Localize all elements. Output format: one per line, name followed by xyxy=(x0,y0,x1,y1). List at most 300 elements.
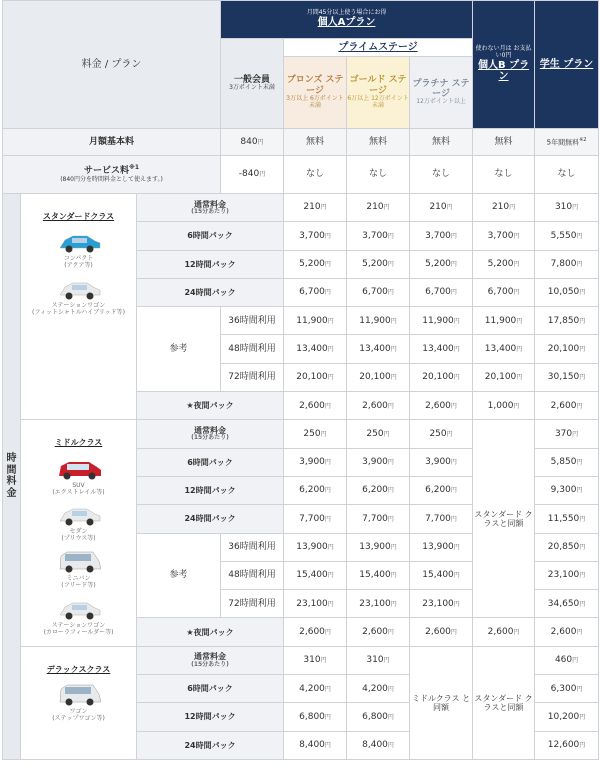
price-general xyxy=(284,533,347,561)
yen-unit: 円 xyxy=(324,515,331,523)
price-gold xyxy=(410,505,473,533)
price-value: 6,200 xyxy=(425,485,451,496)
table-row xyxy=(3,194,599,222)
service-fee-note: ※1 xyxy=(129,164,140,172)
price-value: 11,900 xyxy=(359,315,391,326)
student-plan-title[interactable]: 学生 プラン xyxy=(539,58,594,70)
table-row xyxy=(3,420,599,448)
yen-unit: 円 xyxy=(324,402,331,410)
price-gold xyxy=(410,363,473,391)
price-general xyxy=(284,646,347,674)
price-general xyxy=(284,335,347,363)
yen-unit: 円 xyxy=(387,459,394,467)
row-label: 6時間パック xyxy=(137,448,284,476)
yen-unit: 円 xyxy=(387,289,394,297)
yen-unit: 円 xyxy=(390,374,397,382)
yen-unit: 円 xyxy=(450,459,457,467)
car-type-label: ステーションワゴン xyxy=(51,302,106,310)
price-general xyxy=(284,392,347,420)
row-label: 通常料金 (15分あたり) xyxy=(137,646,284,674)
price-b-plan xyxy=(535,250,599,278)
yen-unit: 円 xyxy=(516,317,523,325)
row-label: 通常料金 (15分あたり) xyxy=(137,420,284,448)
price-value: 3,700 xyxy=(362,230,388,241)
price-value: 6,700 xyxy=(299,287,325,298)
yen-unit: 円 xyxy=(579,374,586,382)
price-gold xyxy=(410,590,473,618)
gold-label: ゴールド ステージ xyxy=(349,75,407,96)
price-value: 250 xyxy=(303,428,321,439)
price-gold xyxy=(410,194,473,222)
price-bronze xyxy=(347,646,410,674)
price-bronze xyxy=(347,250,410,278)
price-value: 5,200 xyxy=(425,259,451,270)
price-value: 5,200 xyxy=(299,259,325,270)
yen-unit: 円 xyxy=(513,289,520,297)
price-value: 17,850 xyxy=(547,315,580,326)
price-b-plan xyxy=(535,448,599,476)
price-value: 2,600 xyxy=(299,400,325,411)
yen-unit: 円 xyxy=(453,317,460,325)
yen-unit: 円 xyxy=(513,628,520,636)
car-example-label: (カローラフィールダー等) xyxy=(43,628,114,636)
price-b-plan xyxy=(535,618,599,646)
price-b-plan xyxy=(535,307,599,335)
row-label: 通常料金 (15分あたり) xyxy=(137,194,284,222)
platinum-header xyxy=(410,57,473,129)
yen-unit: 円 xyxy=(383,657,390,665)
price-value: 13,400 xyxy=(296,343,328,354)
yen-unit: 円 xyxy=(450,487,457,495)
price-b-plan xyxy=(535,278,599,306)
table-row xyxy=(3,646,599,674)
price-gold xyxy=(410,476,473,504)
price-value: 20,100 xyxy=(484,372,517,383)
yen-unit: 円 xyxy=(453,544,460,552)
price-value: 6,200 xyxy=(299,485,325,496)
yen-unit: 円 xyxy=(324,459,331,467)
price-platinum xyxy=(473,307,535,335)
pricing-table xyxy=(2,0,599,760)
price-value: 370 xyxy=(554,428,573,439)
yen-unit: 円 xyxy=(324,487,331,495)
yen-unit: 円 xyxy=(579,544,586,552)
yen-unit: 円 xyxy=(579,345,586,353)
yen-unit: 円 xyxy=(572,657,579,665)
b-plan-note: 使わない月は お支払い0円 xyxy=(475,45,532,59)
bronze-label: ブロンズ ステージ xyxy=(286,75,344,96)
price-value: 3,700 xyxy=(299,230,325,241)
yen-unit: 円 xyxy=(576,232,583,240)
price-value: 13,400 xyxy=(422,343,454,354)
price-platinum xyxy=(473,618,535,646)
yen-unit: 円 xyxy=(387,261,394,269)
deluxe-class-name: デラックスクラス xyxy=(46,664,111,674)
monthly-b-plan: 無料 xyxy=(473,129,535,156)
row-label: 36時間利用 xyxy=(221,533,284,561)
yen-unit: 円 xyxy=(576,459,583,467)
a-plan-title[interactable]: 個人Aプラン xyxy=(317,17,376,29)
fee-plan-header: 料金 / プラン xyxy=(3,1,221,129)
monthly-student-value: 5年間無料 xyxy=(546,138,580,147)
price-value: 6,700 xyxy=(362,287,388,298)
price-general xyxy=(284,675,347,703)
price-general xyxy=(284,250,347,278)
price-general xyxy=(284,222,347,250)
price-b-plan xyxy=(535,675,599,703)
yen-unit: 円 xyxy=(579,572,586,580)
price-general xyxy=(284,590,347,618)
price-general xyxy=(284,561,347,589)
price-value: 23,100 xyxy=(296,598,328,609)
price-value: 5,200 xyxy=(487,259,514,270)
price-value: 4,200 xyxy=(299,683,325,694)
general-member-label: 一般会員 xyxy=(234,74,271,85)
yen-unit: 円 xyxy=(387,713,394,721)
general-member-header xyxy=(221,39,284,129)
yen-unit: 円 xyxy=(450,628,457,636)
price-value: 12,600 xyxy=(547,740,580,751)
price-gold xyxy=(410,222,473,250)
price-gold xyxy=(410,561,473,589)
b-plan-title[interactable]: 個人B プラン xyxy=(477,59,530,83)
car-type-label: ワゴン xyxy=(69,707,88,715)
price-value: 210 xyxy=(366,202,384,213)
yen-unit: 円 xyxy=(387,742,394,750)
price-bronze xyxy=(347,731,410,759)
middle-class-cell xyxy=(21,420,137,646)
price-bronze xyxy=(347,533,410,561)
price-gold xyxy=(410,278,473,306)
service-general-value: -840 xyxy=(238,169,260,180)
price-platinum xyxy=(473,392,535,420)
yen-unit: 円 xyxy=(259,171,266,179)
price-value: 15,400 xyxy=(422,570,454,581)
row-label: 48時間利用 xyxy=(221,561,284,589)
prime-stage-header: プライムステージ xyxy=(284,39,473,57)
service-b-plan: なし xyxy=(473,156,535,194)
yen-unit: 円 xyxy=(450,515,457,523)
price-value: 15,400 xyxy=(296,570,328,581)
price-value: 20,850 xyxy=(547,542,580,553)
price-value: 20,100 xyxy=(359,372,391,383)
student-plan-header xyxy=(535,1,599,129)
yen-unit: 円 xyxy=(383,430,390,438)
price-value: 20,100 xyxy=(296,372,328,383)
price-general xyxy=(284,448,347,476)
price-value: 250 xyxy=(429,428,447,439)
yen-unit: 円 xyxy=(453,572,460,580)
car-icon xyxy=(21,547,136,575)
row-label: 72時間利用 xyxy=(221,363,284,391)
price-bronze xyxy=(347,703,410,731)
price-value: 6,800 xyxy=(362,711,388,722)
price-value: 460 xyxy=(554,655,573,666)
yen-unit: 円 xyxy=(383,204,390,212)
price-bronze xyxy=(347,505,410,533)
row-label: 24時間パック xyxy=(137,278,284,306)
price-value: 210 xyxy=(303,202,321,213)
price-b-plan xyxy=(535,222,599,250)
row-label: ★夜間パック xyxy=(137,392,284,420)
yen-unit: 円 xyxy=(390,544,397,552)
price-value: 2,600 xyxy=(299,626,325,637)
price-value: 3,900 xyxy=(425,457,451,468)
yen-unit: 円 xyxy=(579,289,586,297)
price-b-plan xyxy=(535,561,599,589)
price-value: 6,300 xyxy=(550,683,577,694)
b-plan-header xyxy=(473,1,535,129)
yen-unit: 円 xyxy=(387,487,394,495)
yen-unit: 円 xyxy=(327,544,334,552)
monthly-gold: 無料 xyxy=(347,129,410,156)
price-platinum xyxy=(473,250,535,278)
yen-unit: 円 xyxy=(320,204,327,212)
price-value: 250 xyxy=(366,428,384,439)
price-value: 2,600 xyxy=(487,626,514,637)
yen-unit: 円 xyxy=(324,261,331,269)
price-value: 13,900 xyxy=(359,542,391,553)
price-b-plan xyxy=(535,505,599,533)
price-value: 5,850 xyxy=(550,457,577,468)
price-value: 3,900 xyxy=(299,457,325,468)
price-value: 13,900 xyxy=(296,542,328,553)
price-value: 11,900 xyxy=(296,315,328,326)
price-value: 11,550 xyxy=(547,513,580,524)
service-bronze: なし xyxy=(284,156,347,194)
price-bronze xyxy=(347,590,410,618)
car-type-label: SUV xyxy=(72,481,85,489)
car-icon xyxy=(21,500,136,528)
row-label: ★夜間パック xyxy=(137,618,284,646)
price-gold xyxy=(410,250,473,278)
price-gold xyxy=(410,307,473,335)
price-value: 310 xyxy=(303,655,321,666)
platinum-shared-note: スタンダード クラスと同額 xyxy=(473,420,535,618)
price-value: 2,600 xyxy=(425,626,451,637)
standard-class-cell xyxy=(21,194,137,420)
car-icon xyxy=(21,454,136,482)
price-value: 7,700 xyxy=(425,513,451,524)
row-label-sub: (15分あたり) xyxy=(191,207,229,215)
price-bronze xyxy=(347,222,410,250)
price-value: 7,700 xyxy=(299,513,325,524)
price-gold xyxy=(410,533,473,561)
time-fee-sidebar: 時 間 料 金 xyxy=(3,194,21,760)
yen-unit: 円 xyxy=(513,232,520,240)
yen-unit: 円 xyxy=(576,487,583,495)
price-value: 8,400 xyxy=(362,740,388,751)
price-value: 2,600 xyxy=(550,626,577,637)
reference-label: 参考 xyxy=(137,307,221,392)
yen-unit: 円 xyxy=(453,600,460,608)
yen-unit: 円 xyxy=(446,204,453,212)
a-plan-note: 月間45分以上使う場合にお得 xyxy=(306,9,387,17)
car-example-label: (エクストレイル等) xyxy=(52,488,105,496)
yen-unit: 円 xyxy=(576,685,583,693)
price-platinum xyxy=(473,335,535,363)
price-general xyxy=(284,476,347,504)
price-b-plan xyxy=(535,590,599,618)
price-b-plan xyxy=(535,335,599,363)
price-value: 7,700 xyxy=(362,513,388,524)
yen-unit: 円 xyxy=(320,430,327,438)
yen-unit: 円 xyxy=(387,685,394,693)
price-value: 23,100 xyxy=(422,598,454,609)
price-value: 13,400 xyxy=(359,343,391,354)
price-bronze xyxy=(347,448,410,476)
yen-unit: 円 xyxy=(324,232,331,240)
car-example-label: (フィットシャトルハイブリッド等) xyxy=(31,308,125,316)
monthly-student xyxy=(535,129,599,156)
price-value: 13,400 xyxy=(484,343,517,354)
yen-unit: 円 xyxy=(324,628,331,636)
monthly-student-note: ※2 xyxy=(579,136,587,143)
yen-unit: 円 xyxy=(390,572,397,580)
deluxe-class-cell xyxy=(21,646,137,759)
row-label: 24時間パック xyxy=(137,731,284,759)
yen-unit: 円 xyxy=(572,430,579,438)
price-value: 1,000 xyxy=(487,400,514,411)
yen-unit: 円 xyxy=(327,374,334,382)
yen-unit: 円 xyxy=(453,374,460,382)
middle-class-name: ミドルクラス xyxy=(54,438,103,448)
price-gold xyxy=(410,448,473,476)
row-label: 12時間パック xyxy=(137,703,284,731)
gold-shared-note: ミドルクラス と同額 xyxy=(410,646,473,759)
car-type-label: セダン xyxy=(69,528,88,536)
service-student: なし xyxy=(535,156,599,194)
price-bronze xyxy=(347,476,410,504)
yen-unit: 円 xyxy=(390,317,397,325)
yen-unit: 円 xyxy=(450,402,457,410)
price-value: 210 xyxy=(429,202,447,213)
yen-unit: 円 xyxy=(387,402,394,410)
price-gold xyxy=(410,335,473,363)
price-bronze xyxy=(347,335,410,363)
price-value: 7,800 xyxy=(550,259,577,270)
price-general xyxy=(284,278,347,306)
price-value: 5,550 xyxy=(550,230,577,241)
price-value: 6,200 xyxy=(362,485,388,496)
price-value: 2,600 xyxy=(425,400,451,411)
price-value: 23,100 xyxy=(547,570,580,581)
yen-unit: 円 xyxy=(320,657,327,665)
row-label-sub: (15分あたり) xyxy=(191,660,229,668)
price-b-plan xyxy=(535,392,599,420)
row-label: 6時間パック xyxy=(137,222,284,250)
car-example-label: (ステップワゴン等) xyxy=(52,714,105,722)
price-bronze xyxy=(347,392,410,420)
price-platinum xyxy=(473,363,535,391)
row-label: 48時間利用 xyxy=(221,335,284,363)
yen-unit: 円 xyxy=(576,402,583,410)
price-value: 4,200 xyxy=(362,683,388,694)
price-value: 5,200 xyxy=(362,259,388,270)
price-value: 11,900 xyxy=(484,315,517,326)
price-value: 9,300 xyxy=(550,485,577,496)
price-b-plan xyxy=(535,731,599,759)
bronze-sub: 3万以上 6万ポイント未満 xyxy=(286,94,344,109)
price-bronze xyxy=(347,363,410,391)
yen-unit: 円 xyxy=(579,600,586,608)
price-general xyxy=(284,363,347,391)
price-b-plan xyxy=(535,703,599,731)
price-value: 2,600 xyxy=(362,626,388,637)
price-value: 310 xyxy=(366,655,384,666)
price-value: 2,600 xyxy=(362,400,388,411)
yen-unit: 円 xyxy=(324,289,331,297)
price-value: 210 xyxy=(491,202,510,213)
yen-unit: 円 xyxy=(513,261,520,269)
car-type-label: ミニバン xyxy=(66,575,91,583)
bronze-header xyxy=(284,57,347,129)
price-b-plan xyxy=(535,420,599,448)
row-label: 12時間パック xyxy=(137,250,284,278)
yen-unit: 円 xyxy=(450,289,457,297)
gold-sub: 6万以上 12万ポイント未満 xyxy=(347,94,409,109)
price-general xyxy=(284,420,347,448)
yen-unit: 円 xyxy=(516,345,523,353)
price-general xyxy=(284,703,347,731)
price-b-plan xyxy=(535,194,599,222)
price-value: 20,100 xyxy=(422,372,454,383)
price-bronze xyxy=(347,307,410,335)
price-b-plan xyxy=(535,476,599,504)
price-b-plan xyxy=(535,363,599,391)
service-fee-title: サービス料 xyxy=(84,166,130,177)
price-general xyxy=(284,731,347,759)
yen-unit: 円 xyxy=(387,628,394,636)
monthly-platinum: 無料 xyxy=(410,129,473,156)
yen-unit: 円 xyxy=(579,317,586,325)
price-value: 3,900 xyxy=(362,457,388,468)
reference-label: 参考 xyxy=(137,533,221,618)
price-general xyxy=(284,194,347,222)
price-value: 15,400 xyxy=(359,570,391,581)
yen-unit: 円 xyxy=(327,317,334,325)
price-general xyxy=(284,505,347,533)
yen-unit: 円 xyxy=(509,204,516,212)
row-label-sub: (15分あたり) xyxy=(191,434,229,442)
car-icon xyxy=(21,680,136,708)
price-value: 6,700 xyxy=(487,287,514,298)
price-bronze xyxy=(347,194,410,222)
yen-unit: 円 xyxy=(387,515,394,523)
price-value: 20,100 xyxy=(547,343,580,354)
price-bronze xyxy=(347,618,410,646)
yen-unit: 円 xyxy=(387,232,394,240)
yen-unit: 円 xyxy=(327,600,334,608)
yen-unit: 円 xyxy=(327,572,334,580)
price-value: 8,400 xyxy=(299,740,325,751)
price-value: 11,900 xyxy=(422,315,454,326)
car-type-label: ステーションワゴン xyxy=(51,622,106,630)
service-general xyxy=(221,156,284,194)
price-platinum xyxy=(473,278,535,306)
yen-unit: 円 xyxy=(516,374,523,382)
car-icon xyxy=(21,227,136,255)
platinum-sub: 12万ポイント以上 xyxy=(416,98,466,106)
price-gold xyxy=(410,618,473,646)
standard-class-name: スタンダードクラス xyxy=(42,212,115,221)
yen-unit: 円 xyxy=(576,261,583,269)
car-example-label: (アクア等) xyxy=(64,262,93,270)
yen-unit: 円 xyxy=(446,430,453,438)
yen-unit: 円 xyxy=(324,742,331,750)
price-value: 23,100 xyxy=(359,598,391,609)
car-example-label: (プリウス等) xyxy=(61,535,96,543)
